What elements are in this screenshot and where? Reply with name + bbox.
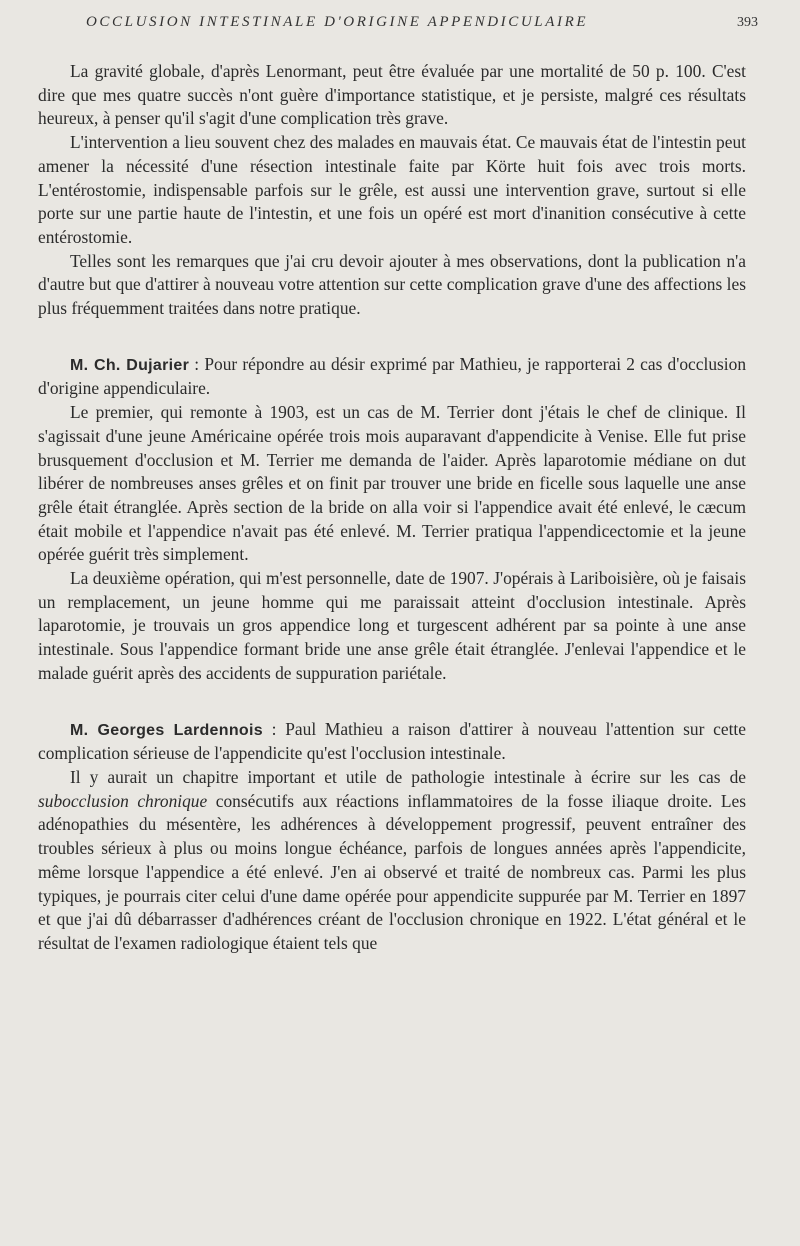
running-head: [86, 14, 758, 40]
section-gap: [38, 321, 746, 353]
paragraph-dujarier-intro: [38, 353, 746, 401]
paragraph-premier-cas: Le premier, qui remonte à 1903, est un cas de M. Terrier dont j'étais le chef de clinique. Il s'agissait d'une jeune Américaine opérée trois mois auparavant d'appendicite à Venise. Elle fut prise brusquement d'occlusion et M. Terrier me demanda de l'aider. Après laparotomie médiane on dut libérer de nombreuses anses grêles et on finit par trouver une bride en ficelle sous laquelle une anse grêle était étranglée. Après section de la bride on alla voir si l'appendice avait été enlevé, le cæcum était mobile et l'appendice n'avait pas été enlevé. M. Terrier pratiqua l'appendicectomie et la jeune opérée guérit très simplement.: [38, 402, 746, 565]
paragraph-remarques: Telles sont les remarques que j'ai cru devoir ajouter à mes observations, dont la publication n'a d'autre but que d'attirer à nouveau votre attention sur cette complication grave d'une des affections les plus fréquemment traitées dans notre pratique.: [38, 250, 746, 319]
subocclusion-emphasis: subocclusion chronique: [38, 790, 208, 811]
speaker-dujarier: M. Ch. Dujarier: [70, 356, 190, 374]
paragraph-gravite: La gravité globale, d'après Lenormant, peut être évaluée par une mortalité de 50 p. 100. C'est dire que mes quatre succès n'ont guère d'importance statistique, et je persiste, malgré ces résultats heureux, à penser qu'il s'agit d'une complication très grave.: [38, 61, 746, 129]
section-gap: [38, 686, 746, 718]
subocclusion-text-end: consécutifs aux réactions inflammatoires de la fosse iliaque droite. Les adénopathies du mésentère, les adhérences à développement progressif, peuvent entraîner des troubles sérieux à plus ou moins longue échéance, parfois de longues années après l'appendicite, même lorsque l'appendice a été enlevé. J'en ai observé et traité de nombreux cas. Parmi les plus typiques, je pourrais citer celui d'une dame opérée pour appendicite suppurée par M. Terrier en 1897 et que j'ai dû débarrasser d'adhérences créant de l'occlusion chronique en 1922. L'état général et le résultat de l'examen radiologique étaient tels que: [38, 790, 746, 953]
page-number: 393: [737, 15, 758, 30]
paragraph-deuxieme-cas: La deuxième opération, qui m'est personnelle, date de 1907. J'opérais à Lariboisière, où je faisais un remplacement, un jeune homme qui me paraissait atteint d'occlusion intestinale. Après laparotomie, je trouvais un gros appendice long et turgescent adhérent par sa pointe à une anse intestinale. Sous l'appendice formant bride une anse grêle était étranglée. J'enlevai l'appendice et le malade guérit après des accidents de suppuration pariétale.: [38, 568, 746, 683]
dujarier-intro-text: : Pour répondre au désir exprimé par Mathieu, je rapporterai 2 cas d'occlusion d'origine appendiculaire.: [38, 353, 747, 399]
running-head-title: OCCLUSION INTESTINALE D'ORIGINE APPENDICULAIRE: [86, 14, 589, 30]
paragraph-lardennois-intro: [38, 718, 746, 766]
subocclusion-text-start: Il y aurait un chapitre important et utile de pathologie intestinale à écrire sur les cas de: [70, 766, 746, 787]
paragraph-subocclusion: [38, 766, 746, 956]
paragraph-intervention: L'intervention a lieu souvent chez des malades en mauvais état. Ce mauvais état de l'intestin peut amener la nécessité d'une résection intestinale faite par Körte huit fois avec trois morts. L'entérostomie, indispensable parfois sur le grêle, est aussi une intervention grave, surtout si elle porte sur une partie haute de l'intestin, et une fois un opéré est mort d'inanition consécutive à cette entérostomie.: [38, 132, 746, 247]
lardennois-intro-text: : Paul Mathieu a raison d'attirer à nouveau l'attention sur cette complication sérieuse de l'appendicite qu'est l'occlusion intestinale.: [38, 718, 746, 764]
speaker-lardennois: M. Georges Lardennois: [70, 721, 263, 739]
body-text: [38, 60, 746, 956]
